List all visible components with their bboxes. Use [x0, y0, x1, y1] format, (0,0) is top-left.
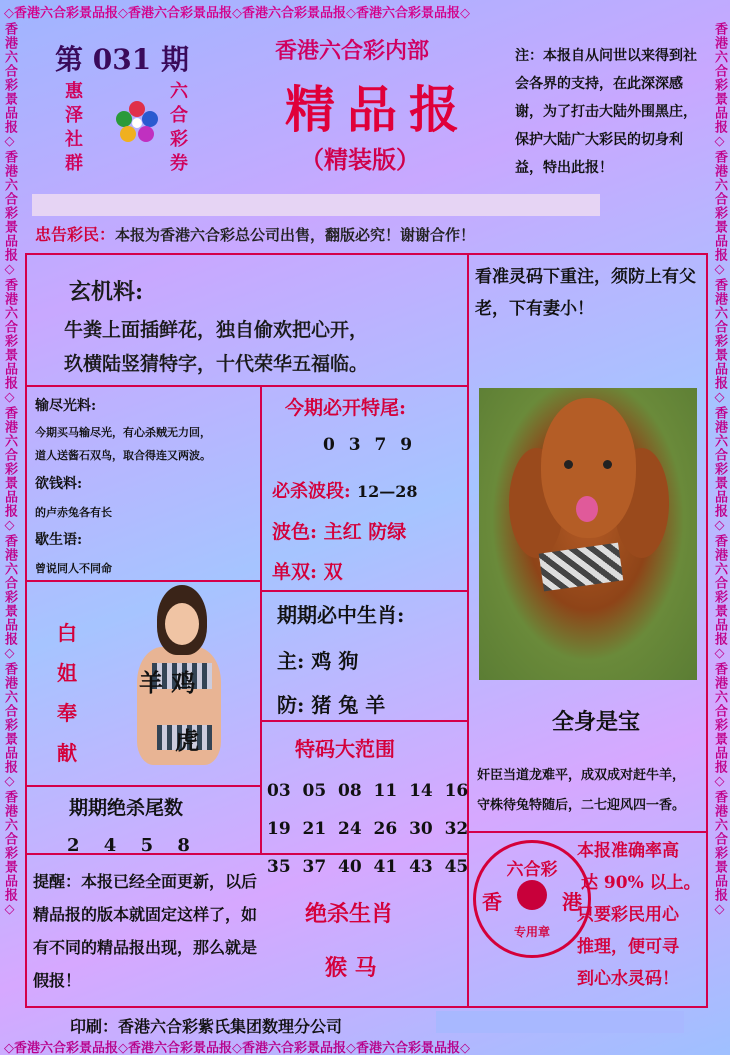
- range-number: 26: [373, 819, 398, 839]
- shengxiao-title: 期期必中生肖:: [277, 603, 405, 627]
- right-top-text: 看准灵码下重注，须防上有父老，下有妻小！: [475, 267, 696, 319]
- juesha-wei-numbers: 2 4 5 8: [67, 835, 190, 856]
- footer-bar: [436, 1011, 684, 1033]
- accuracy-line: 本报准确率高: [577, 841, 679, 861]
- header-note: 注：本报自从问世以来得到社会各界的支持，在此深深感谢，为了打击大陆外围黑庄，保护大陆广大彩民的切身利益，特出此报！: [515, 48, 697, 176]
- danshuang-row: [272, 557, 343, 584]
- stamp-right-char: 港: [562, 890, 582, 914]
- range-number: 41: [373, 857, 398, 877]
- range-number: 03: [267, 781, 291, 801]
- juesha-wei-title: 期期绝杀尾数: [69, 797, 184, 819]
- issue-number: 第 031 期: [55, 43, 189, 76]
- photo-shape: [165, 603, 199, 645]
- divider: [27, 385, 467, 387]
- range-number: 40: [338, 857, 362, 877]
- xuanji-lines: [64, 313, 368, 381]
- xuanji-line: 牛粪上面插鲜花，独自偷欢把心开，: [64, 319, 369, 341]
- shujin-title: 输尽光料:: [35, 398, 97, 414]
- range-number: 35: [267, 857, 291, 877]
- baijie-char: 奉: [57, 701, 77, 725]
- logo-char: 合: [170, 105, 188, 126]
- stamp-mid-text: [482, 886, 582, 915]
- warning-text: 本报为香港六合彩总公司出售，翻版必究！谢谢合作！: [115, 226, 476, 244]
- xie-text: 曾说同人不同命: [35, 562, 112, 575]
- logo-right-text: [170, 80, 188, 176]
- bose-label: 波色:: [272, 521, 318, 543]
- logo-char: 惠: [65, 81, 83, 102]
- baijie-char: 姐: [57, 661, 77, 685]
- baijie-char: 白: [57, 621, 77, 645]
- baijie-chars: [57, 613, 77, 773]
- divider: [467, 831, 708, 833]
- photo-shape: [539, 543, 624, 592]
- shengxiao-fang-label: 防:: [277, 693, 305, 717]
- quanshen-line: 守株待兔特随后，二七迎风四一香。: [477, 798, 686, 813]
- logo-char: 社: [65, 129, 83, 150]
- logo-char: 泽: [65, 105, 83, 126]
- top-border-text: ◇香港六合彩景品报◇香港六合彩景品报◇香港六合彩景品报◇香港六合彩景品报◇: [4, 6, 470, 20]
- accuracy-line: 推理，便可寻: [577, 937, 679, 957]
- footer-text: 印刷：香港六合彩紫氏集团数理分公司: [70, 1017, 343, 1036]
- shujin-line: 道人送酱石双鸟，取合得连又两波。: [35, 449, 211, 462]
- divider: [27, 580, 260, 582]
- quanshen-lines: [477, 761, 709, 821]
- accuracy-line: 只要彩民用心: [577, 905, 679, 925]
- shujin-lines: [35, 421, 263, 467]
- right-border-text: 香港六合彩景品报◇香港六合彩景品报◇香港六合彩景品报◇香港六合彩景品报◇香港六合彩景品报◇香港六合彩景品报◇香港六合彩景品报◇: [712, 22, 727, 918]
- warning-label: 忠告彩民：: [35, 225, 116, 244]
- tema-numbers: 0 3 7 9: [323, 435, 417, 455]
- bosha-row: [272, 477, 417, 503]
- xuanji-line: 玖横陆竖猜特字，十代荣华五福临。: [64, 353, 369, 375]
- logo-left-text: [65, 80, 83, 176]
- logo-char: 群: [65, 153, 83, 174]
- range-number: 14: [409, 781, 433, 801]
- range-number: 45: [444, 857, 469, 877]
- range-number: 16: [444, 781, 469, 801]
- range-title: 特码大范围: [295, 737, 395, 761]
- juesha-xiao-title: 绝杀生肖: [305, 901, 394, 927]
- header: [20, 22, 710, 192]
- paper-subtitle: 香港六合彩内部: [275, 38, 430, 64]
- range-number: 32: [444, 819, 469, 839]
- range-row: [267, 781, 468, 801]
- shujin-line: 今期买马输尽光，有心杀贼无力回，: [35, 426, 211, 439]
- paper-title: 精品报: [285, 80, 471, 139]
- danshuang-value: 双: [323, 561, 343, 583]
- shengxiao-main-label: 主:: [277, 649, 305, 673]
- shengxiao-main-value: 鸡 狗: [311, 649, 359, 673]
- yu-title: 欲钱料:: [35, 476, 83, 492]
- stamp-top-text: 六合彩: [506, 860, 558, 880]
- stamp-bottom-text: 专用章: [513, 925, 550, 939]
- baijie-overlay-bottom: 虎: [175, 726, 199, 755]
- photo-shape: [603, 460, 612, 469]
- xuanji-title: 玄机料:: [69, 279, 144, 305]
- tema-title: 今期必开特尾:: [285, 397, 407, 419]
- poodle-photo: [479, 388, 697, 680]
- bosha-label: 必杀波段:: [272, 481, 351, 502]
- logo-char: 券: [170, 153, 188, 174]
- bottom-border-text: ◇香港六合彩景品报◇香港六合彩景品报◇香港六合彩景品报◇香港六合彩景品报◇: [4, 1041, 470, 1055]
- range-number: 19: [267, 819, 291, 839]
- range-row: [267, 857, 468, 877]
- range-row: [267, 819, 468, 839]
- lottery-logo-icon: [112, 97, 162, 147]
- main-frame: [25, 253, 708, 1008]
- range-number: 43: [409, 857, 433, 877]
- bosha-value: 12—28: [356, 482, 418, 501]
- warning-line: [35, 222, 475, 245]
- left-border-text: 香港六合彩景品报◇香港六合彩景品报◇香港六合彩景品报◇香港六合彩景品报◇香港六合彩景品报◇香港六合彩景品报◇香港六合彩景品报◇: [2, 22, 17, 918]
- baijie-char: 献: [57, 741, 77, 765]
- stamp-left-char: 香: [482, 890, 502, 914]
- bose-row: [272, 517, 406, 544]
- official-stamp: [473, 840, 591, 958]
- shengxiao-fang-row: [277, 689, 385, 718]
- accuracy-line: 到心水灵码！: [577, 969, 679, 989]
- logo-char: 彩: [170, 129, 188, 150]
- range-number: 30: [409, 819, 433, 839]
- range-number: 24: [338, 819, 362, 839]
- quanshen-line: 奸臣当道龙难平，成双成对赶牛羊，: [477, 768, 686, 783]
- divider: [260, 720, 467, 722]
- accuracy-lines: [577, 835, 701, 995]
- accuracy-line: 达 90% 以上。: [581, 873, 701, 893]
- bose-value: 主红 防绿: [323, 521, 407, 543]
- divider: [260, 590, 467, 592]
- yu-text: 的卢赤兔各有长: [35, 506, 112, 519]
- range-number: 08: [338, 781, 362, 801]
- photo-shape: [576, 496, 598, 522]
- danshuang-label: 单双:: [272, 561, 318, 583]
- shengxiao-main-row: [277, 645, 358, 674]
- photo-shape: [564, 460, 573, 469]
- divider: [467, 255, 469, 1008]
- baijie-overlay-top: 羊 鸡: [139, 668, 196, 697]
- range-number: 05: [302, 781, 327, 801]
- shengxiao-fang-value: 猪 兔 羊: [311, 693, 386, 717]
- xie-title: 歇生语:: [35, 532, 83, 548]
- quanshen-title: 全身是宝: [552, 709, 641, 735]
- tixing-text: 提醒：本报已经全面更新，以后精品报的版本就固定这样了，如有不同的精品报出现，那么就是假报！: [33, 872, 258, 990]
- range-number: 37: [302, 857, 327, 877]
- divider: [27, 785, 260, 787]
- range-number: 11: [373, 781, 398, 801]
- header-bar: [32, 194, 600, 216]
- logo-char: 六: [170, 81, 188, 102]
- range-number: 21: [302, 819, 327, 839]
- edition-label: （精装版）: [300, 145, 420, 174]
- juesha-xiao-value: 猴 马: [325, 955, 377, 981]
